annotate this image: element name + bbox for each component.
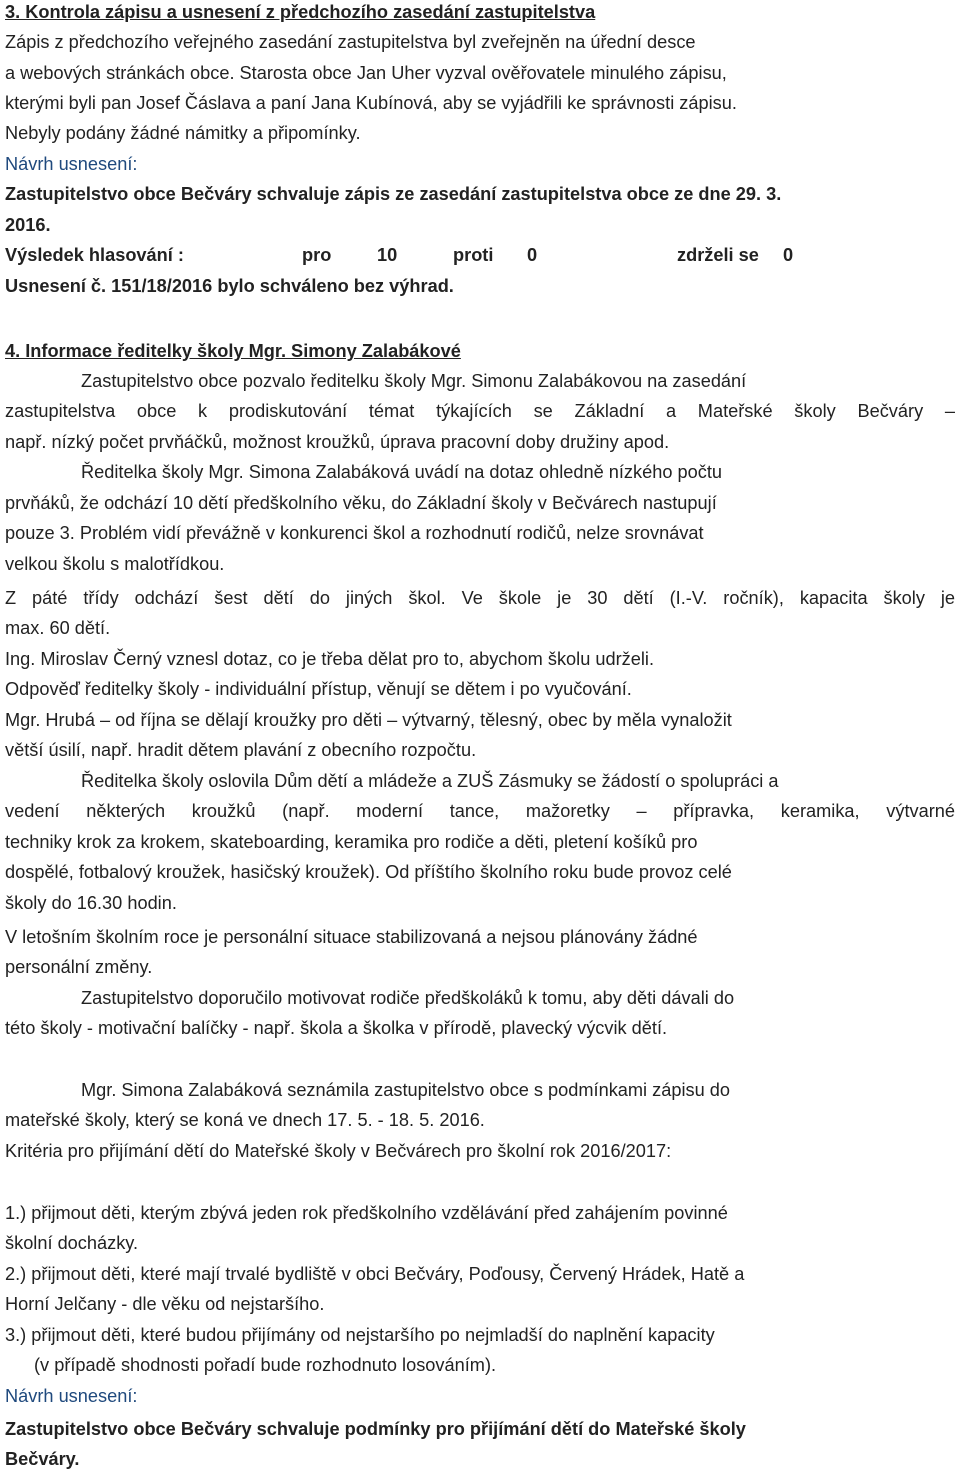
paragraph-line: vedení některých kroužků (např. moderní tance, mažoretky – přípravka, keramika, výtvarné — [5, 801, 955, 821]
paragraph-line: Z páté třídy odchází šest dětí do jiných škol. Ve škole je 30 dětí (I.-V. ročník), kapacita školy je — [5, 588, 955, 608]
paragraph-line: Mgr. Hrubá – od října se dělají kroužky pro děti – výtvarný, tělesný, obec by měla vynaložit — [5, 710, 732, 730]
criteria-item: Horní Jelčany - dle věku od nejstaršího. — [5, 1294, 325, 1314]
paragraph-line: Zastupitelstvo obce pozvalo ředitelku školy Mgr. Simonu Zalabákovou na zasedání — [81, 371, 747, 391]
paragraph-line: Kritéria pro přijímání dětí do Mateřské školy v Bečvárech pro školní rok 2016/2017: — [5, 1141, 672, 1161]
vote-label: Výsledek hlasování : — [5, 245, 184, 265]
vote-against-label: proti — [453, 245, 494, 265]
paragraph-line: Ředitelka školy Mgr. Simona Zalabáková uvádí na dotaz ohledně nízkého počtu — [81, 462, 722, 482]
paragraph-line: zastupitelstva obce k prodiskutování témat týkajících se Základní a Mateřské školy Bečváry – — [5, 401, 955, 421]
section-4-heading: 4. Informace ředitelky školy Mgr. Simony Zalabákové — [5, 341, 461, 361]
paragraph-line: dospělé, fotbalový kroužek, hasičský kroužek). Od příštího školního roku bude provoz celé — [5, 862, 732, 882]
paragraph-line: Zastupitelstvo doporučilo motivovat rodiče předškoláků k tomu, aby děti dávali do — [81, 988, 735, 1008]
resolution-line: Zastupitelstvo obce Bečváry schvaluje podmínky pro přijímání dětí do Mateřské školy — [5, 1419, 746, 1439]
vote-pro-count: 10 — [377, 245, 398, 265]
criteria-item: 2.) přijmout děti, které mají trvalé bydliště v obci Bečváry, Poďousy, Červený Hrádek, Hatě a — [5, 1264, 745, 1284]
paragraph-line: Ing. Miroslav Černý vznesl dotaz, co je třeba dělat pro to, abychom školu udrželi. — [5, 649, 654, 669]
proposal-label: Návrh usnesení: — [5, 154, 138, 174]
paragraph-line: personální změny. — [5, 957, 153, 977]
paragraph-line: prvňáků, že odchází 10 dětí předškolního věku, do Základní školy v Bečvárech nastupují — [5, 493, 717, 513]
paragraph-line: Mgr. Simona Zalabáková seznámila zastupitelstvo obce s podmínkami zápisu do — [81, 1080, 731, 1100]
proposal-label: Návrh usnesení: — [5, 1386, 138, 1406]
paragraph-line: Nebyly podány žádné námitky a připomínky. — [5, 123, 361, 143]
paragraph-line: školy do 16.30 hodin. — [5, 893, 177, 913]
criteria-item: 3.) přijmout děti, které budou přijímány od nejstaršího po nejmladší do naplnění kapacity — [5, 1325, 715, 1345]
paragraph-line: této školy - motivační balíčky - např. škola a školka v přírodě, plavecký výcvik dětí. — [5, 1018, 668, 1038]
paragraph-line: velkou školu s malotřídkou. — [5, 554, 225, 574]
paragraph-line: max. 60 dětí. — [5, 618, 111, 638]
paragraph-line: Odpověď ředitelky školy - individuální přístup, věnují se dětem i po vyučování. — [5, 679, 632, 699]
paragraph-line: větší úsilí, např. hradit dětem plavání z obecního rozpočtu. — [5, 740, 477, 760]
paragraph-line: mateřské školy, který se koná ve dnech 17. 5. - 18. 5. 2016. — [5, 1110, 485, 1130]
criteria-item: 1.) přijmout děti, kterým zbývá jeden rok předškolního vzdělávání před zahájením povinné — [5, 1203, 728, 1223]
paragraph-line: V letošním školním roce je personální situace stabilizovaná a nejsou plánovány žádné — [5, 927, 698, 947]
resolution-line: 2016. — [5, 215, 51, 235]
paragraph-line: např. nízký počet prvňáčků, možnost kroužků, úprava pracovní doby družiny apod. — [5, 432, 670, 452]
resolution-result: Usnesení č. 151/18/2016 bylo schváleno bez výhrad. — [5, 276, 454, 296]
criteria-item: školní docházky. — [5, 1233, 139, 1253]
paragraph-line: a webových stránkách obce. Starosta obce Jan Uher vyzval ověřovatele minulého zápisu, — [5, 63, 727, 83]
vote-abstain-count: 0 — [783, 245, 794, 265]
paragraph-line: Zápis z předchozího veřejného zasedání zastupitelstva byl zveřejněn na úřední desce — [5, 32, 696, 52]
resolution-line: Zastupitelstvo obce Bečváry schvaluje zápis ze zasedání zastupitelstva obce ze dne 29. 3. — [5, 184, 782, 204]
vote-pro-label: pro — [302, 245, 332, 265]
section-3-heading: 3. Kontrola zápisu a usnesení z předchozího zasedání zastupitelstva — [5, 2, 596, 22]
criteria-item: (v případě shodnosti pořadí bude rozhodnuto losováním). — [34, 1355, 497, 1375]
vote-result — [5, 240, 955, 270]
paragraph-line: pouze 3. Problém vidí převážně v konkurenci škol a rozhodnutí rodičů, nelze srovnávat — [5, 523, 704, 543]
paragraph-line: techniky krok za krokem, skateboarding, keramika pro rodiče a děti, pletení košíků pro — [5, 832, 698, 852]
resolution-line: Bečváry. — [5, 1449, 80, 1469]
paragraph-line: Ředitelka školy oslovila Dům dětí a mládeže a ZUŠ Zásmuky se žádostí o spolupráci a — [81, 771, 779, 791]
vote-abstain-label: zdrželi se — [677, 245, 759, 265]
vote-against-count: 0 — [527, 245, 538, 265]
paragraph-line: kterými byli pan Josef Čáslava a paní Jana Kubínová, aby se vyjádřili ke správnosti zápisu. — [5, 93, 737, 113]
